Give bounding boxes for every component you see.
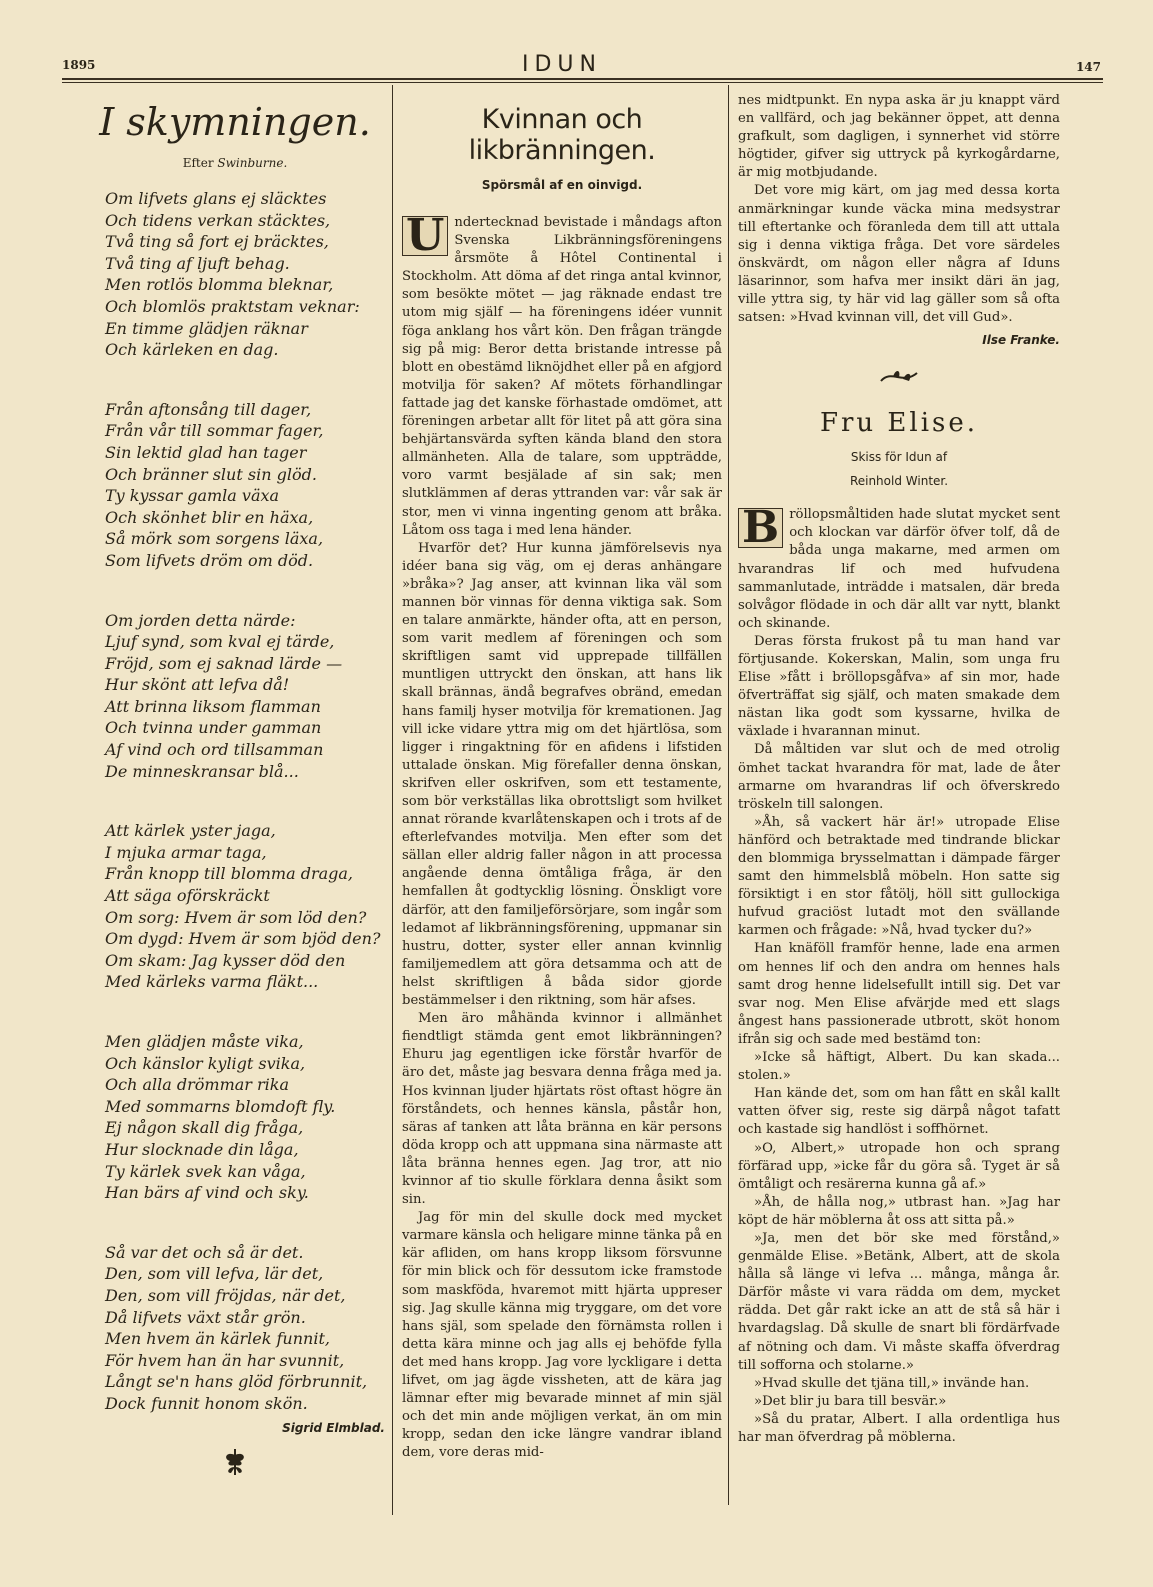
header-page-number: 147: [1075, 60, 1101, 74]
verse-line: Då lifvets växt står grön.: [105, 1307, 306, 1327]
poem-stanza: [105, 399, 385, 572]
article-body: [402, 210, 722, 1462]
verse-line: Dock funnit honom skön.: [105, 1393, 308, 1413]
leaf-ornament-icon: [85, 1445, 385, 1486]
article-paragraph: Jag för min del skulle dock med mycket varmare känsla och heligare minne tänka på en kär afliden, om hans kropp liksom försvunne för min blick och för dessutom icke framstode som maskföda, hvaremot mitt hjärta uppreser sig. Jag skulle känna mig tryggare, om det vore hans själ, som spelade den förnämsta rollen i detta kära minne och jag alls ej behöfde fylla det med hans kropp. Jag vore lyckligare i detta lifvet, om jag ägde vissheten, att de kära jag lämnar efter mig bevarade minnet af min själ och det min ande möjligen verkat, än om min kropp, sedan den icke längre vandrar ibland dem, vore deras mid-: [402, 1210, 722, 1461]
article-signature: Ilse Franke.: [982, 333, 1060, 348]
verse-line: En timme glädjen räknar: [105, 318, 308, 338]
verse-line: Ty kyssar gamla växa: [105, 486, 280, 506]
story-paragraph: Deras första frukost på tu man hand var förtjusande. Kokerskan, Malin, som unga fru Elise »fått i bröllopsgåfva» af sin mor, hade öfverträffat sig själf, och maten smakade dem nästan lika godt som kyssarne, hvilka de växlade i hvarannan minut.: [738, 633, 1060, 740]
verse-line: Så mörk som sorgens läxa,: [105, 529, 324, 549]
article-paragraph: Men äro måhända kvinnor i allmänhet fiendtligt stämda gent emot likbränningen? Ehuru jag egentligen icke förstår hvarför de äro det, måste jag besvara denna fråga med ja. Hos kvinnan ljuder hjärtats röst oftast högre än förståndets, och hennes känsla, påstår hon, säras af tanken att låta bränna en kär persons döda kropp och att uppmana sina närmaste att låta bränna hennes egen. Jag tror, att nio kvinnor af tio skulle förklara denna åsikt som sin.: [402, 1011, 722, 1208]
verse-line: Och kärleken en dag.: [105, 340, 279, 360]
story-body: [738, 502, 1060, 1447]
article-column: [402, 92, 722, 1462]
story-paragraph: »Så du pratar, Albert. I alla ordentliga hus har man öfverdrag på möblerna.: [738, 1411, 1060, 1445]
story-paragraph: [738, 502, 1060, 633]
poem-stanza: [105, 610, 385, 783]
verse-line: Att kärlek yster jaga,: [105, 821, 276, 841]
verse-line: Men glädjen måste vika,: [105, 1032, 304, 1051]
poem-title: I skymningen.: [99, 100, 371, 144]
verse-line: Att brinna liksom flamman: [105, 696, 321, 716]
verse-line: Men rotlös blomma bleknar,: [105, 275, 334, 295]
header-rule-thin: [62, 82, 1103, 83]
story-paragraph: »Åh, de hålla nog,» utbrast han. »Jag har köpt de här möblerna åt oss att sitta på.»: [738, 1194, 1060, 1228]
poem-attribution: [85, 156, 385, 170]
story-dropcap: B: [738, 508, 783, 548]
verse-line: Den, som vill fröjdas, när det,: [105, 1285, 346, 1305]
header-rule-thick: [62, 78, 1103, 80]
verse-line: Fröjd, som ej saknad lärde —: [105, 653, 343, 673]
poem-stanza: [105, 188, 385, 361]
article-continuation: [738, 92, 1060, 327]
verse-line: Om sorg: Hvem är som löd den?: [105, 907, 367, 927]
article-paragraph: Det vore mig kärt, om jag med dessa korta anmärkningar kunde väcka mina medsystrar till eftertanke och föranleda dem till att uttala sig i denna viktiga fråga. Det vore särdeles önskvärdt, om någon eller några af Iduns läsarinnor, som hafva mer insikt däri än jag, ville yttra sig, ty här vid lag gäller som så ofta satsen: »Hvad kvinnan vill, det vill Gud».: [738, 183, 1060, 326]
verse-line: I mjuka armar taga,: [105, 842, 267, 862]
verse-line: Så var det och så är det.: [105, 1242, 304, 1262]
verse-line: Långt se'n hans glöd förbrunnit,: [105, 1372, 368, 1392]
verse-line: Men hvem än kärlek funnit,: [105, 1329, 330, 1349]
poem-stanza: [105, 820, 385, 993]
story-paragraph-text: röllopsmåltiden hade slutat mycket sent och klockan var därför öfver tolf, då de båda unga makarne, med armen om hvarandras lif och med hufvudena sammanlutade, inträdde i matsalen, där breda solvågor flödade in och där allt var nytt, blankt och skinande.: [738, 507, 1060, 631]
verse-line: Och tidens verkan stäcktes,: [105, 210, 331, 230]
article-paragraph: Hvarför det? Hur kunna jämförelsevis nya idéer bana sig väg, om ej deras anhängare »bråka»? Jag anser, att kvinnan lika väl som mannen bör vinnas för denna viktiga sak. Som en talare anmärkte, händer ofta, att en person, som varit medlem af föreningen och som skriftligen samt vid upprepade tillfällen muntligen uttryckt den önskan, att hans lik skall brännas, ändå begrafves obränd, emedan hans familj hyser motvilja för kremationen. Jag vill icke vidare yttra mig om det hjärtlösa, som ligger i ringaktning för en afidens i lifstiden uttalade önskan. Mig förefaller denna önskan, skrifven eller oskrifven, som ett testamente, som bör verkställas lika obrottsligt som hvilket annat rörande kvarlåtenskapen och i trots af de efterlefvandes motvilja. Men efter som det sällan eller aldrig faller någon in att processa angående denna ömtåliga fråga, är den hemfallen åt godtycklig lösning. Önskligt vore därför, att den familjeförsörjare, som ingår som ledamot af likbränningsförening, uppmanar sin hustru, dotter, syster eller annan kvinnlig familjemedlem att göra detsamma och att de helst skriftligen å båda sidor gjorde bestämmelser i den riktning, som här afses.: [402, 540, 722, 1009]
story-paragraph: Han kände det, som om han fått en skål kallt vatten öfver sig, reste sig därpå något tafatt och kastade sig handlöst i soffhörnet.: [738, 1086, 1060, 1138]
story-column: [738, 92, 1060, 1447]
article-paragraph: [402, 210, 722, 540]
verse-line: För hvem han än har svunnit,: [105, 1350, 345, 1370]
verse-line: De minneskransar blå...: [105, 761, 299, 781]
verse-line: Hur slocknade din låga,: [105, 1139, 299, 1159]
header-title: IDUN: [522, 52, 602, 77]
poem-column: [85, 92, 385, 1486]
verse-line: Från aftonsång till dager,: [105, 399, 312, 419]
poem-stanza: [105, 1242, 385, 1415]
verse-line: Med kärleks varma fläkt...: [105, 972, 319, 992]
column-divider-1: [392, 85, 393, 1515]
article-subtitle: Spörsmål af en oinvigd.: [481, 178, 643, 192]
story-paragraph: »Hvad skulle det tjäna till,» invände han.: [754, 1375, 1030, 1391]
story-paragraph: »Ja, men det bör ske med förstånd,» genmälde Elise. »Betänk, Albert, att de skola hålla så länge vi lefva ... många, många år. Därför måste vi vara rädda om dem, mycket rädda. Det går rakt icke an att de stå så här i hvardagslag. Då skulle de snart bli fördärfvade af nötning och dam. Vi måste skaffa öfverdrag till sofforna och stolarne.»: [738, 1230, 1060, 1373]
poem-attribution-name: Swinburne.: [217, 156, 288, 170]
verse-line: Och bränner slut sin glöd.: [105, 464, 317, 484]
verse-line: Ljuf synd, som kval ej tärde,: [105, 632, 335, 652]
verse-line: Den, som vill lefva, lär det,: [105, 1264, 324, 1284]
verse-line: Ty kärlek svek kan våga,: [105, 1161, 306, 1181]
verse-line: Från knopp till blomma draga,: [105, 864, 354, 884]
verse-line: Och skönhet blir en häxa,: [105, 507, 314, 527]
flourish-ornament-icon: [738, 361, 1060, 394]
verse-line: Om lifvets glans ej släcktes: [105, 189, 327, 208]
story-paragraph: »O, Albert,» utropade hon och sprang förfärad upp, »icke får du göra så. Tyget är så ömtåligt och resärerna kunna gå af.»: [738, 1140, 1060, 1192]
verse-line: Som lifvets dröm om död.: [105, 550, 314, 570]
verse-line: Och alla drömmar rika: [105, 1075, 290, 1095]
verse-line: Att säga oförskräckt: [105, 886, 270, 906]
verse-line: Från vår till sommar fager,: [105, 421, 324, 441]
verse-line: Han bärs af vind och sky.: [105, 1183, 309, 1203]
verse-line: Om skam: Jag kysser död den: [105, 950, 346, 970]
story-paragraph: »Åh, så vackert här är!» utropade Elise hänförd och betraktade med tindrande blickar den blommiga brysselmattan i dämpade färger samt den himmelsblå möbeln. Hon satte sig försiktigt i en stor fåtölj, höll sitt gullockiga hufvud graciöst lutadt mot den svällande karmen och frågade: »Nå, hvad tycker du?»: [738, 814, 1060, 939]
verse-line: Hur skönt att lefva då!: [105, 675, 290, 695]
header-year: 1895: [62, 58, 96, 72]
verse-line: Två ting så fort ej bräcktes,: [105, 232, 329, 252]
article-paragraph-text: ndertecknad bevistade i måndags afton Svenska Likbränningsföreningens årsmöte å Hôtel Continental i Stockholm. Att döma af det ringa antal kvinnor, som besökte mötet — jag räknade endast tre utom mig själf — ha föreningens idéer vunnit föga anklang hos vårt kön. Den frågan trängde sig på mig: Beror detta bristande intresse på blott en obestämd liknöjdhet eller på en afgjord motvilja för saken? Af mötets förhandlingar fattade jag det kanske förhastade omdömet, att föreningen arbetar allt för litet på att göra sina behjärtansvärda syften kända bland den stora allmänheten. Alla de talare, som uppträdde, voro varmt besjälade af sin sak; men slutklämmen af deras yttranden var: vår sak är stor, men vi vinna ingenting genom att bråka. Låtom oss taga i med lena händer.: [402, 215, 722, 538]
verse-line: Och känslor kyligt svika,: [105, 1053, 306, 1073]
verse-line: Med sommarns blomdoft fly.: [105, 1096, 336, 1116]
verse-line: Om dygd: Hvem är som bjöd den?: [105, 929, 381, 949]
story-paragraph: Han knäföll framför henne, lade ena armen om hennes lif och den andra om hennes hals samt drog henne lidelsefullt intill sig. Det var svar nog. Men Elise afvärjde med ett slags ångest hans passionerade utbrott, sköt honom ifrån sig och sade med bestämd ton:: [738, 941, 1060, 1047]
story-paragraph: Då måltiden var slut och de med otrolig ömhet tackat hvarandra för mat, lade de åter armarne om hvarandras lif och öfverskredo tröskeln till salongen.: [738, 742, 1060, 812]
story-author: Reinhold Winter.: [849, 474, 949, 489]
verse-line: Två ting af ljuft behag.: [105, 253, 290, 273]
story-paragraph: »Icke så häftigt, Albert. Du kan skada... stolen.»: [738, 1050, 1060, 1084]
poem-attribution-prefix: Efter: [182, 156, 214, 170]
story-title: Fru Elise.: [819, 408, 979, 439]
verse-line: Ej någon skall dig fråga,: [105, 1118, 304, 1138]
verse-line: Och tvinna under gamman: [105, 718, 322, 738]
article-paragraph: nes midtpunkt. En nypa aska är ju knappt värd en vallfärd, och jag bekänner öppet, att denna grafkult, som dagligen, i synnerhet vid större högtider, gifver sig uttryck på kyrkogårdarne, är mig motbjudande.: [738, 93, 1060, 181]
article-dropcap: U: [402, 216, 448, 256]
verse-line: Sin lektid glad han tager: [105, 442, 307, 462]
article-title: Kvinnan och likbränningen.: [468, 104, 656, 166]
story-paragraph: »Det blir ju bara till besvär.»: [754, 1393, 947, 1409]
verse-line: Om jorden detta närde:: [105, 610, 296, 630]
poem-signature: Sigrid Elmblad.: [282, 1420, 385, 1435]
verse-line: Af vind och ord tillsamman: [105, 740, 324, 760]
verse-line: Och blomlös praktstam veknar:: [105, 296, 360, 316]
story-subtitle: Skiss för Idun af: [850, 450, 948, 465]
poem-stanza: [105, 1031, 385, 1204]
column-divider-2: [728, 85, 729, 1505]
